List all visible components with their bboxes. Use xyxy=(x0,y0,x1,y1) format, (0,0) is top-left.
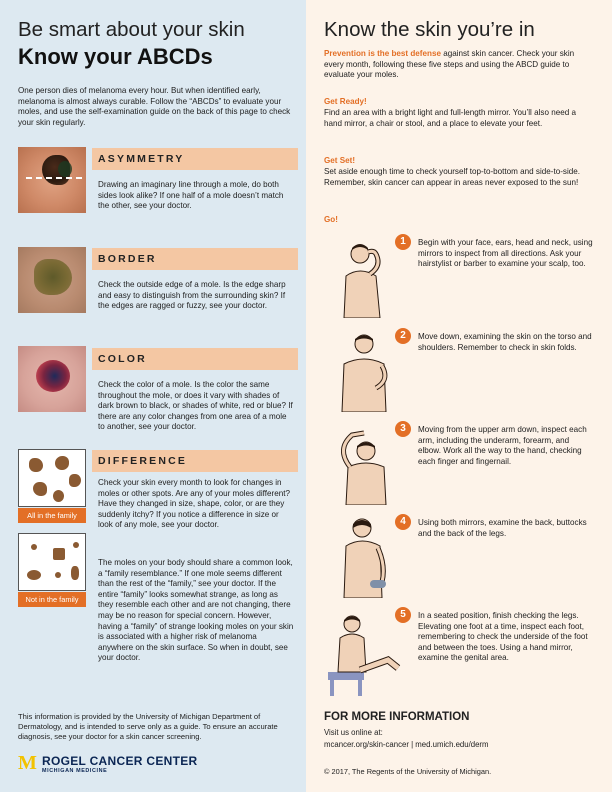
step5-number: 5 xyxy=(395,607,411,623)
left-title-line2: Know your ABCDs xyxy=(18,44,213,69)
color-heading: COLOR xyxy=(92,348,298,370)
step1-number: 1 xyxy=(395,234,411,250)
disclaimer: This information is provided by the University of Michigan Department of Dermatology, and is intended to serve only as a guide. To ensure an accurate diagnosis, see your doctor for a skin cancer screening. xyxy=(18,712,278,741)
difference-text: Check your skin every month to look for changes in moles or other spots. Are any of your moles different? Have they changed in size, shape, color, or are they suddenly itchy? If you notice a difference in size or look of any mole, see your doctor. xyxy=(98,478,290,530)
step2-number: 2 xyxy=(395,328,411,344)
step5-text: In a seated position, finish checking the legs. Elevating one foot at a time, inspect each foot, remembering to check the underside of the foot and between the toes. Using a hand mirror, examine the genital area. xyxy=(418,611,588,663)
block-m-icon: M xyxy=(18,752,37,774)
step4-figure-icon xyxy=(324,516,404,598)
all-in-family-label: All in the family xyxy=(18,508,86,523)
step1-text: Begin with your face, ears, head and neck, using mirrors to inspect from all directions. Ask your hairstylist or barber to examine your scalp, too. xyxy=(418,238,593,269)
border-heading: BORDER xyxy=(92,248,298,270)
get-set-text: Set aside enough time to check yourself top-to-bottom and side-to-side. Remember, skin cancer can appear in areas never exposed to the sun! xyxy=(324,167,580,187)
step2-figure-icon xyxy=(324,330,404,412)
step5-figure-icon xyxy=(324,610,404,696)
right-title: Know the skin you’re in xyxy=(324,18,535,41)
go-heading: Go! xyxy=(324,215,338,224)
step4-text: Using both mirrors, examine the back, buttocks and the back of the legs. xyxy=(418,518,587,538)
color-mole-photo xyxy=(18,346,86,412)
copyright: © 2017, The Regents of the University of Michigan. xyxy=(324,767,492,776)
all-in-family-illustration xyxy=(18,449,86,507)
more-info-links[interactable]: mcancer.org/skin-cancer | med.umich.edu/derm xyxy=(324,740,489,749)
border-text: Check the outside edge of a mole. Is the edge sharp and easy to distinguish from the surrounding skin? If the edges are ragged or fuzzy, see your doctor. xyxy=(98,280,286,311)
step2-text: Move down, examining the skin on the torso and shoulders. Remember to check in skin folds. xyxy=(418,332,592,352)
asymmetry-text: Drawing an imaginary line through a mole, do both sides look alike? If one half of a mole doesn’t match the other, see your doctor. xyxy=(98,180,284,211)
more-info-line1: Visit us online at: xyxy=(324,728,383,737)
get-set-heading: Get Set! xyxy=(324,156,356,165)
color-text: Check the color of a mole. Is the color the same throughout the mole, or does it vary with shades of dark brown to black, or shades of white, red or blue? If there are any color changes from one area of a mole to another, see your doctor. xyxy=(98,380,293,432)
left-title-line1: Be smart about your skin xyxy=(18,18,245,41)
logo-sub: MICHIGAN MEDICINE xyxy=(42,768,108,774)
right-intro xyxy=(324,49,592,81)
difference-heading: DIFFERENCE xyxy=(92,450,298,472)
step4-number: 4 xyxy=(395,514,411,530)
left-intro: One person dies of melanoma every hour. But when identified early, melanoma is almost always curable. Follow the “ABCDs” to evaluate your moles, and use the self-examination guide on the back of this page to check your skin regularly. xyxy=(18,86,291,127)
asymmetry-mole-photo xyxy=(18,147,86,213)
not-in-family-illustration xyxy=(18,533,86,591)
difference-text-2: The moles on your body should share a common look, a “family resemblance.” If one mole seems different than the rest of the “family,” see your doctor. If the entire “family” looks somewhat strange, as long as they resemble each other and are not changing, there may be no reason for special concern. However, having a “family” of strange looking moles on your skin is associated with a higher risk of melanoma anywhere on the skin surface. So when in doubt, see your doctor. xyxy=(98,558,294,663)
step3-text: Moving from the upper arm down, inspect each arm, including the underarm, forearm, and elbow. Work all the way to the hand, checking each finger and fingernail. xyxy=(418,425,587,466)
more-info-heading: FOR MORE INFORMATION xyxy=(324,711,470,723)
intro-lead: Prevention is the best defense xyxy=(324,49,441,58)
step3-figure-icon xyxy=(324,423,404,505)
get-ready-heading: Get Ready! xyxy=(324,97,367,106)
not-in-family-label: Not in the family xyxy=(18,592,86,607)
intro-rest: against skin cancer. Check your skin every month, following these five steps and using the ABCD guide to evaluate your moles. xyxy=(324,49,575,80)
step1-figure-icon xyxy=(324,236,404,318)
asymmetry-heading: ASYMMETRY xyxy=(92,148,298,170)
step3-number: 3 xyxy=(395,421,411,437)
border-mole-photo xyxy=(18,247,86,313)
get-ready-text: Find an area with a bright light and full-length mirror. You’ll also need a hand mirror, a chair or stool, and a place to elevate your feet. xyxy=(324,108,576,128)
logo-name: ROGEL CANCER CENTER xyxy=(42,754,198,768)
